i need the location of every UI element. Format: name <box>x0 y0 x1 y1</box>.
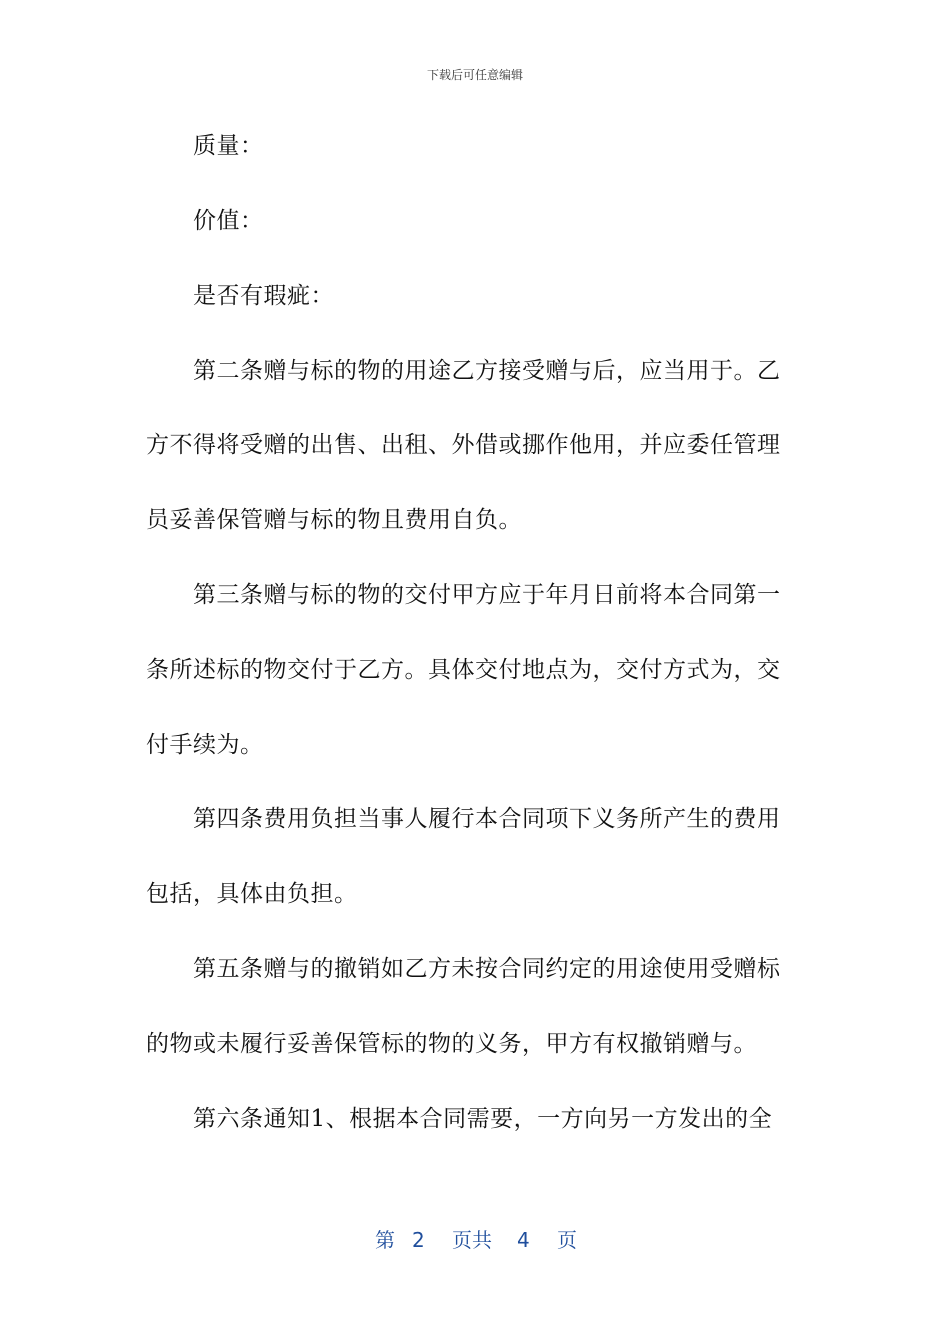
body-line: 包括，具体由负担。 <box>146 881 358 907</box>
body-line: 条所述标的物交付于乙方。具体交付地点为，交付方式为，交 <box>146 657 781 683</box>
body-line: 付手续为。 <box>146 732 264 758</box>
body-line: 的物或未履行妥善保管标的物的义务，甲方有权撤销赠与。 <box>146 1031 757 1057</box>
footer-middle: 页共 <box>452 1228 492 1252</box>
body-line: 方不得将受赠的出售、出租、外借或挪作他用，并应委任管理 <box>146 432 781 458</box>
page-footer <box>0 1226 950 1254</box>
body-line: 价值： <box>193 208 264 234</box>
body-line: 第二条赠与标的物的用途乙方接受赠与后，应当用于。乙 <box>193 358 781 384</box>
body-line: 第五条赠与的撤销如乙方未按合同约定的用途使用受赠标 <box>193 956 781 982</box>
body-line: 质量： <box>193 133 264 159</box>
footer-suffix: 页 <box>557 1228 577 1252</box>
body-line: 第三条赠与标的物的交付甲方应于年月日前将本合同第一 <box>193 582 781 608</box>
footer-total-pages: 4 <box>517 1228 530 1252</box>
body-line: 第六条通知1、根据本合同需要，一方向另一方发出的全 <box>193 1106 773 1132</box>
header-note: 下载后可任意编辑 <box>426 68 523 82</box>
footer-prefix: 第 <box>375 1228 395 1252</box>
body-line: 是否有瑕疵： <box>193 283 334 309</box>
footer-current-page: 2 <box>412 1228 425 1252</box>
body-line: 第四条费用负担当事人履行本合同项下义务所产生的费用 <box>193 806 781 832</box>
body-line: 员妥善保管赠与标的物且费用自负。 <box>146 507 522 533</box>
